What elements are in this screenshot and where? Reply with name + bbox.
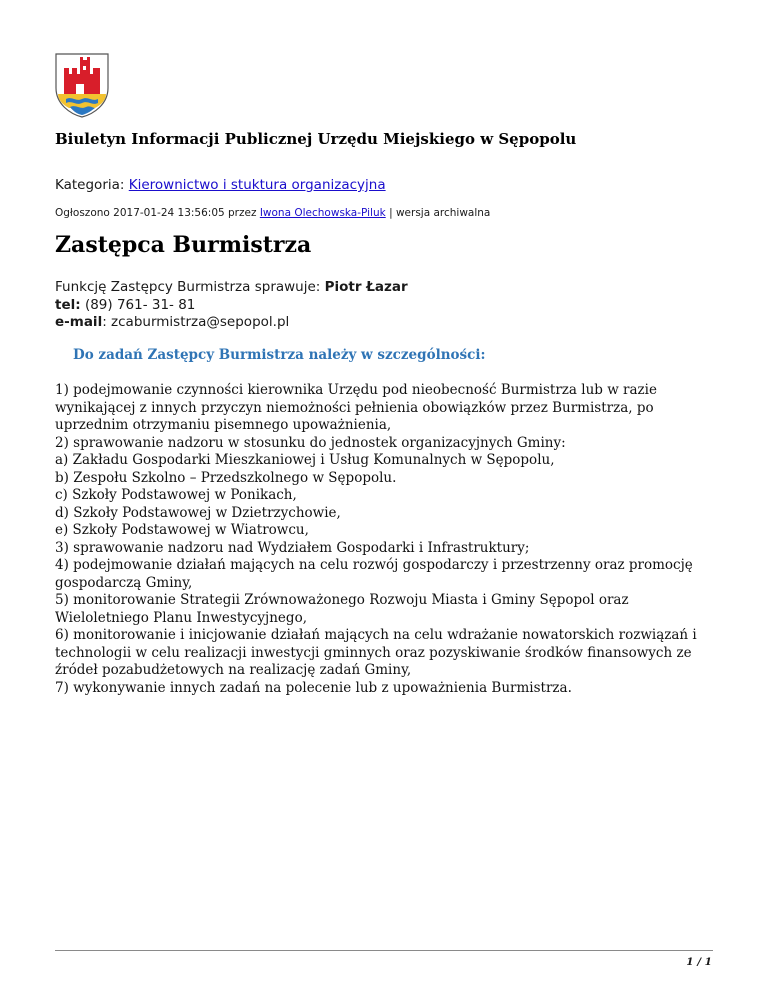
- phone-label: tel:: [55, 296, 81, 313]
- email-line: [55, 314, 408, 332]
- contact-block: [55, 279, 408, 332]
- article-title: Zastępca Burmistrza: [55, 232, 312, 258]
- duties-heading: Do zadań Zastępcy Burmistrza należy w szczególności:: [73, 347, 486, 363]
- category-label: Kategoria:: [55, 177, 125, 193]
- phone-line: [55, 297, 408, 315]
- publication-meta: [55, 207, 490, 219]
- duties-list: [55, 382, 717, 697]
- list-item: e) Szkoły Podstawowej w Wiatrowcu,: [55, 522, 309, 538]
- version-label: wersja archiwalna: [395, 207, 491, 219]
- category-link[interactable]: Kierownictwo i stuktura organizacyjna: [128, 177, 386, 193]
- list-item: 6) monitorowanie i inicjowanie działań mających na celu wdrażanie nowatorskich rozwiązań i technologii w celu realizacji inwestycji gminnych oraz pozyskiwanie środków finansowych ze źródeł pozabudżetowych na realizację zadań Gminy,: [55, 627, 697, 678]
- role-line: [55, 279, 408, 297]
- list-item: a) Zakładu Gospodarki Mieszkaniowej i Usług Komunalnych w Sępopolu,: [55, 452, 555, 468]
- coat-of-arms-logo: [54, 52, 110, 118]
- list-item: d) Szkoły Podstawowej w Dzietrzychowie,: [55, 504, 341, 521]
- list-item: 2) sprawowanie nadzoru w stosunku do jednostek organizacyjnych Gminy:: [55, 434, 566, 451]
- page-number: 1 / 1: [686, 956, 712, 968]
- list-item: 5) monitorowanie Strategii Zrównoważonego Rozwoju Miasta i Gminy Sępopol oraz Wieloletniego Planu Inwestycyjnego,: [55, 592, 629, 626]
- site-title: Biuletyn Informacji Publicznej Urzędu Miejskiego w Sępopolu: [55, 130, 577, 148]
- phone-value: (89) 761- 31- 81: [84, 296, 196, 313]
- email-label: e-mail: [55, 314, 103, 330]
- list-item: 3) sprawowanie nadzoru nad Wydziałem Gospodarki i Infrastruktury;: [55, 539, 530, 556]
- category-line: [55, 177, 386, 193]
- list-item: 7) wykonywanie innych zadań na polecenie lub z upoważnienia Burmistrza.: [55, 679, 572, 696]
- email-value: : zcaburmistrza@sepopol.pl: [102, 314, 290, 330]
- footer-divider: [55, 950, 713, 951]
- author-link[interactable]: Iwona Olechowska-Piluk: [259, 207, 386, 219]
- person-name: Piotr Łazar: [324, 279, 408, 295]
- list-item: c) Szkoły Podstawowej w Ponikach,: [55, 487, 297, 503]
- list-item: 4) podejmowanie działań mających na celu rozwój gospodarczy i przestrzenny oraz promocję gospodarczą Gminy,: [55, 557, 693, 591]
- published-date-text: Ogłoszono 2017-01-24 13:56:05 przez: [55, 207, 257, 219]
- list-item: b) Zespołu Szkolno – Przedszkolnego w Sępopolu.: [55, 469, 397, 486]
- list-item: 1) podejmowanie czynności kierownika Urzędu pod nieobecność Burmistrza lub w razie wynikającej z innych przyczyn niemożności pełnienia obowiązków przez Burmistrza, po uprzednim otrzymaniu pisemnego upoważnienia,: [55, 382, 657, 433]
- meta-separator: |: [389, 207, 393, 219]
- role-prefix: Funkcję Zastępcy Burmistrza sprawuje:: [55, 279, 321, 295]
